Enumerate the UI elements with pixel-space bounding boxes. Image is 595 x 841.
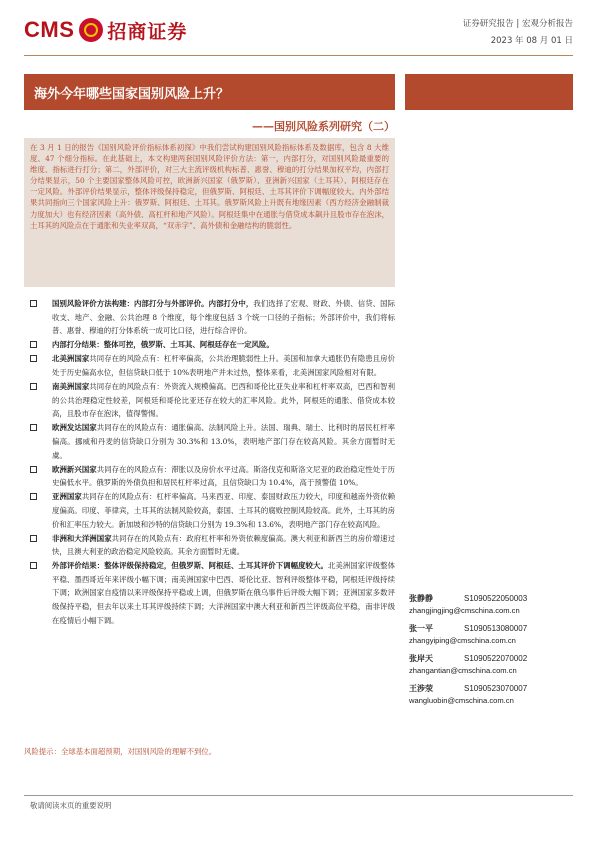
report-subtitle: ——国别风险系列研究（二）	[252, 120, 395, 133]
bullet-europe-emerging	[30, 463, 395, 490]
summary-text: 在 3 月 1 日的报告《国别风险评价指标体系初探》中我们尝试构建国别风险指标体系及数据库，包含 8 大维度、47 个细分指标。在此基础上，本文构建两套国别风险评价方法：第一，内部打分，对国别风险最重要的维度、指标进行打分；第二，外部评价，对三大主流评级机构标普、惠誉、穆迪的打分结果加权平均，内部打分结果显示，50 个主要国家整体风险可控，欧洲新兴国家（俄罗斯）、亚洲新兴国家（土耳其）、阿根廷存在一定风险。外部评价结果显示，整体评级保持稳定，但俄罗斯、阿根廷、土耳其评价下调幅度较大。内外部结果共同指向三个国家风险上升：俄罗斯、阿根廷、土耳其。俄罗斯风险上升既有地缘因素（西方经济金融制裁力度加大）也有经济因素（高外债、高杠杆和地产风险）。阿根廷集中在通胀与借贷成本飙升且股市存在泡沫，土耳其的风险点在于通胀和失业率双高，“双赤字”、高外债和金融结构的脆弱性。	[30, 143, 389, 230]
analyst-cert: S1090522070002	[464, 654, 528, 663]
bullet-europe-developed	[30, 421, 395, 462]
bullet-text: 共同存在的风险点有：通胀偏高、法制风险上升。法国、瑞典、瑞士、比利时的居民杠杆率偏高。挪威和丹麦的信贷缺口分别为 30.3%和 13.0%，表明地产部门存在较高风险。其余方面暂时无虞。	[52, 423, 395, 460]
analyst-cert: S1090513080007	[464, 624, 528, 633]
bullet-square-icon	[30, 300, 37, 307]
analyst-name: 王涉荥	[409, 684, 433, 693]
bullet-text: 共同存在的风险点有：外资流入规模偏高。巴西和哥伦比亚失业率和杠杆率双高，巴西和智利的公共治理稳定性较差，阿根廷和哥伦比亚还存在较大的汇率风险。此外，阿根廷的通胀、借贷成本较高，且股市存在泡沫，值得警惕。	[52, 382, 395, 419]
company-logo	[24, 14, 187, 46]
footer-divider	[24, 795, 573, 796]
bullet-text: 共同存在的风险点有：滞胀以及房价水平过高。斯洛伐克和斯洛文尼亚的政治稳定性处于历史偏低水平。俄罗斯的外债负担和居民杠杆率过高，且信贷缺口为 10.4%，高于预警值 10%。	[52, 464, 395, 488]
bullet-methodology	[30, 297, 395, 338]
bullet-text: 共同存在的风险点有：杠杆率偏高。马来西亚、印度、泰国财政压力较大，印度和越南外资依赖度偏高。印度、菲律宾，土耳其的法制风险较高，泰国、土耳其的腐败控制风险较高。此外，土耳其的房价和汇率压力较大。新加坡和沙特的信贷缺口分别为 19.3%和 13.6%，表明地产部门存在较高风险。	[52, 492, 395, 529]
logo-badge-icon	[79, 18, 103, 42]
bullet-lead: 亚洲国家	[52, 492, 82, 502]
analyst-cert: S1090523070007	[464, 684, 528, 693]
header-divider	[24, 55, 573, 56]
bullet-square-icon	[30, 562, 37, 569]
bullet-text: 我们选择了宏观、财政、外债、信贷、国际收支、地产、金融、公共治理 8 个维度，每个维度包括 3 个统一口径的子指标；外部评价中，我们将标普、惠誉、穆迪的打分体系统一成可比口径，进行综合评价。	[52, 299, 395, 336]
bullet-lead: 北美洲国家	[52, 354, 90, 364]
bullet-lead: 欧洲新兴国家	[52, 464, 97, 474]
analyst-name: 张一平	[409, 624, 433, 633]
report-date: 2023 年 08 月 01 日	[490, 36, 573, 46]
bullet-square-icon	[30, 355, 37, 362]
bullet-lead: 南美洲国家	[52, 382, 90, 392]
sidebar-accent-bar	[405, 74, 573, 110]
analyst-email[interactable]: zhangyiping@cmschina.com.cn	[409, 636, 516, 645]
risk-warning: 风险提示：全球基本面超预期，对国别风险的理解不到位。	[24, 747, 217, 756]
bullet-text: 北美洲国家评级整体平稳、墨西哥近年来评级小幅下调；南美洲国家中巴西、哥伦比亚、智利评级整体平稳，阿根廷评级持续下调；欧洲国家自疫情以来评级保持平稳或上调，但俄罗斯在俄乌事件后评级大幅下调；亚洲国家多数评级保持平稳，但去年以来土耳其评级持续下调；大洋洲国家中澳大利亚和新西兰评级高位平稳，南非评级在疫情后小幅下调。	[52, 561, 395, 625]
analyst-email[interactable]: zhangjingjing@cmschina.com.cn	[409, 606, 520, 615]
analyst-cert: S1090522050003	[464, 594, 528, 603]
bullet-external-result	[30, 559, 395, 627]
bullet-square-icon	[30, 424, 37, 431]
bullet-square-icon	[30, 383, 37, 390]
summary-box	[24, 138, 395, 287]
key-points-list	[30, 297, 395, 628]
bullet-square-icon	[30, 535, 37, 542]
analyst-list	[409, 592, 579, 712]
report-title: 海外今年哪些国家国别风险上升？	[34, 86, 230, 102]
bullet-square-icon	[30, 341, 37, 348]
bullet-lead: 外部评价结果：整体评级保持稳定，但俄罗斯、阿根廷、土耳其评价下调幅度较大。	[52, 561, 328, 571]
bullet-south-america	[30, 380, 395, 421]
bullet-square-icon	[30, 466, 37, 473]
analyst-item	[409, 592, 579, 622]
analyst-item	[409, 652, 579, 682]
bullet-text: 共同存在的风险点有：政府杠杆率和外资依赖度偏高。澳大利亚和新西兰的房价增速过快，且澳大利亚的政治稳定风险较高。其余方面暂时无虞。	[52, 533, 395, 557]
bullet-internal-result	[30, 338, 395, 352]
bullet-north-america	[30, 352, 395, 379]
analyst-email[interactable]: zhangantian@cmschina.com.cn	[409, 666, 517, 675]
bullet-africa-oceania	[30, 532, 395, 559]
footer-note: 敬请阅读末页的重要说明	[30, 801, 112, 810]
bullet-lead: 内部打分结果：整体可控，俄罗斯、土耳其、阿根廷存在一定风险。	[52, 340, 274, 350]
bullet-lead: 欧洲发达国家	[52, 423, 97, 433]
logo-cms-text: CMS	[24, 17, 75, 42]
bullet-lead: 非洲和大洋洲国家	[52, 533, 112, 543]
bullet-text: 共同存在的风险点有：杠杆率偏高，公共治理脆弱性上升。美国和加拿大通胀仍有隐患且房价处于历史偏高水位，但信贷缺口低于 10%表明地产并未过热，整体来看，北美洲国家风险相对有限。	[52, 354, 395, 377]
analyst-name: 张岸天	[409, 654, 433, 663]
bullet-lead: 国别风险评价方法构建：内部打分与外部评价。内部打分中，	[52, 299, 254, 308]
logo-cn-text: 招商证券	[107, 20, 188, 43]
bullet-asia	[30, 490, 395, 531]
report-title-bar	[24, 74, 395, 110]
report-type: 证券研究报告 | 宏观分析报告	[462, 19, 573, 29]
analyst-item	[409, 622, 579, 652]
header-meta	[463, 16, 573, 50]
analyst-name: 张静静	[409, 594, 433, 603]
analyst-email[interactable]: wangluobin@cmschina.com.cn	[409, 696, 514, 705]
analyst-item	[409, 682, 579, 712]
bullet-square-icon	[30, 493, 37, 500]
